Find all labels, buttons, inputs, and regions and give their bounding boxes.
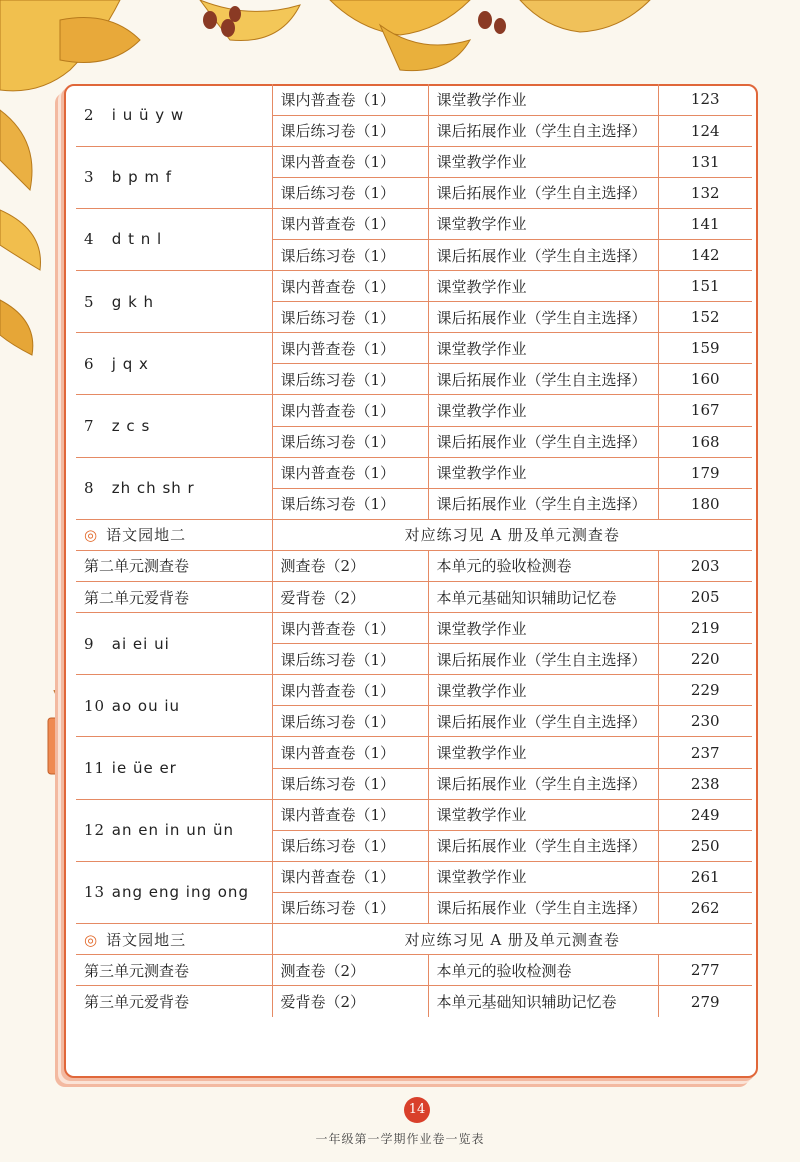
paper-type-cell: 课内普查卷（1） — [272, 737, 428, 768]
section-row — [76, 924, 752, 955]
lesson-cell: 8 zh ch sh r — [76, 457, 272, 519]
lesson-cell: 2 i u ü y w — [76, 84, 272, 146]
page-cell: 142 — [658, 239, 752, 270]
page-cell: 131 — [658, 146, 752, 177]
lesson-cell: 9 ai ei ui — [76, 613, 272, 675]
table-row — [76, 986, 752, 1017]
page-cell: 238 — [658, 768, 752, 799]
unit-label-cell: 第三单元爱背卷 — [76, 986, 272, 1017]
purpose-cell: 课堂教学作业 — [428, 737, 658, 768]
table-row — [76, 457, 752, 488]
paper-type-cell: 课后练习卷（1） — [272, 488, 428, 519]
page-cell: 220 — [658, 644, 752, 675]
purpose-cell: 课后拓展作业（学生自主选择） — [428, 302, 658, 333]
paper-type-cell: 课后练习卷（1） — [272, 706, 428, 737]
purpose-cell: 本单元基础知识辅助记忆卷 — [428, 582, 658, 613]
paper-type-cell: 课后练习卷（1） — [272, 892, 428, 923]
purpose-cell: 课后拓展作业（学生自主选择） — [428, 364, 658, 395]
paper-type-cell: 课内普查卷（1） — [272, 208, 428, 239]
table-row — [76, 582, 752, 613]
table-row — [76, 550, 752, 581]
purpose-cell: 课堂教学作业 — [428, 457, 658, 488]
paper-type-cell: 课后练习卷（1） — [272, 364, 428, 395]
table-row — [76, 395, 752, 426]
section-note: 对应练习见 A 册及单元测查卷 — [272, 924, 752, 955]
paper-type-cell: 课内普查卷（1） — [272, 613, 428, 644]
lesson-cell: 3 b p m f — [76, 146, 272, 208]
section-title: ◎ 语文园地二 — [76, 519, 272, 550]
paper-type-cell: 课内普查卷（1） — [272, 675, 428, 706]
page-cell: 159 — [658, 333, 752, 364]
page-number-badge: 14 — [404, 1097, 430, 1123]
paper-type-cell: 课内普查卷（1） — [272, 146, 428, 177]
purpose-cell: 课后拓展作业（学生自主选择） — [428, 115, 658, 146]
purpose-cell: 课堂教学作业 — [428, 333, 658, 364]
page-cell: 262 — [658, 892, 752, 923]
purpose-cell: 课后拓展作业（学生自主选择） — [428, 239, 658, 270]
purpose-cell: 课后拓展作业（学生自主选择） — [428, 488, 658, 519]
table-row — [76, 333, 752, 364]
table-row — [76, 208, 752, 239]
page-cell: 132 — [658, 177, 752, 208]
table-row — [76, 146, 752, 177]
lesson-cell: 6 j q x — [76, 333, 272, 395]
page-cell: 160 — [658, 364, 752, 395]
purpose-cell: 课堂教学作业 — [428, 146, 658, 177]
purpose-cell: 本单元的验收检测卷 — [428, 550, 658, 581]
paper-type-cell: 测查卷（2） — [272, 955, 428, 986]
table-row — [76, 613, 752, 644]
purpose-cell: 课堂教学作业 — [428, 208, 658, 239]
page-cell: 152 — [658, 302, 752, 333]
purpose-cell: 课后拓展作业（学生自主选择） — [428, 768, 658, 799]
lesson-cell: 12 an en in un ün — [76, 799, 272, 861]
paper-type-cell: 课后练习卷（1） — [272, 426, 428, 457]
paper-type-cell: 课内普查卷（1） — [272, 271, 428, 302]
lesson-cell: 5 g k h — [76, 271, 272, 333]
paper-type-cell: 课后练习卷（1） — [272, 644, 428, 675]
page-cell: 237 — [658, 737, 752, 768]
paper-type-cell: 课后练习卷（1） — [272, 177, 428, 208]
paper-type-cell: 课后练习卷（1） — [272, 830, 428, 861]
purpose-cell: 课堂教学作业 — [428, 613, 658, 644]
page-cell: 279 — [658, 986, 752, 1017]
page-cell: 250 — [658, 830, 752, 861]
page-cell: 219 — [658, 613, 752, 644]
page-cell: 261 — [658, 861, 752, 892]
page-cell: 229 — [658, 675, 752, 706]
table-row — [76, 271, 752, 302]
paper-type-cell: 课内普查卷（1） — [272, 333, 428, 364]
unit-label-cell: 第二单元爱背卷 — [76, 582, 272, 613]
purpose-cell: 课堂教学作业 — [428, 395, 658, 426]
purpose-cell: 本单元的验收检测卷 — [428, 955, 658, 986]
paper-type-cell: 课后练习卷（1） — [272, 115, 428, 146]
purpose-cell: 课堂教学作业 — [428, 861, 658, 892]
page-cell: 123 — [658, 84, 752, 115]
table-row — [76, 675, 752, 706]
purpose-cell: 课堂教学作业 — [428, 799, 658, 830]
lesson-cell: 11 ie üe er — [76, 737, 272, 799]
page-cell: 141 — [658, 208, 752, 239]
page-cell: 277 — [658, 955, 752, 986]
circle-bullet-icon: ◎ — [84, 526, 99, 545]
paper-type-cell: 课内普查卷（1） — [272, 84, 428, 115]
purpose-cell: 本单元基础知识辅助记忆卷 — [428, 986, 658, 1017]
purpose-cell: 课后拓展作业（学生自主选择） — [428, 644, 658, 675]
paper-type-cell: 课内普查卷（1） — [272, 861, 428, 892]
lesson-cell: 4 d t n l — [76, 208, 272, 270]
purpose-cell: 课后拓展作业（学生自主选择） — [428, 892, 658, 923]
table-row — [76, 799, 752, 830]
circle-bullet-icon: ◎ — [84, 930, 99, 949]
table-row — [76, 737, 752, 768]
page-cell: 124 — [658, 115, 752, 146]
paper-type-cell: 课后练习卷（1） — [272, 239, 428, 270]
paper-type-cell: 课内普查卷（1） — [272, 395, 428, 426]
lesson-cell: 7 z c s — [76, 395, 272, 457]
page-cell: 168 — [658, 426, 752, 457]
lesson-cell: 10 ao ou iu — [76, 675, 272, 737]
section-title: ◎ 语文园地三 — [76, 924, 272, 955]
lesson-cell: 13 ang eng ing ong — [76, 861, 272, 923]
section-note: 对应练习见 A 册及单元测查卷 — [272, 519, 752, 550]
purpose-cell: 课堂教学作业 — [428, 271, 658, 302]
page-cell: 203 — [658, 550, 752, 581]
page-cell: 180 — [658, 488, 752, 519]
table-row — [76, 955, 752, 986]
table-row — [76, 861, 752, 892]
footer-caption: 一年级第一学期作业卷一览表 — [315, 1132, 485, 1146]
page-cell: 179 — [658, 457, 752, 488]
paper-type-cell: 爱背卷（2） — [272, 582, 428, 613]
purpose-cell: 课后拓展作业（学生自主选择） — [428, 830, 658, 861]
paper-type-cell: 课后练习卷（1） — [272, 302, 428, 333]
purpose-cell: 课后拓展作业（学生自主选择） — [428, 706, 658, 737]
paper-type-cell: 爱背卷（2） — [272, 986, 428, 1017]
page-cell: 205 — [658, 582, 752, 613]
unit-label-cell: 第三单元测查卷 — [76, 955, 272, 986]
paper-type-cell: 课内普查卷（1） — [272, 457, 428, 488]
page-cell: 151 — [658, 271, 752, 302]
page-cell: 249 — [658, 799, 752, 830]
page-cell: 167 — [658, 395, 752, 426]
paper-type-cell: 课内普查卷（1） — [272, 799, 428, 830]
purpose-cell: 课后拓展作业（学生自主选择） — [428, 177, 658, 208]
paper-type-cell: 课后练习卷（1） — [272, 768, 428, 799]
paper-type-cell: 测查卷（2） — [272, 550, 428, 581]
table-row — [76, 84, 752, 115]
unit-label-cell: 第二单元测查卷 — [76, 550, 272, 581]
homework-table — [76, 84, 752, 1017]
purpose-cell: 课后拓展作业（学生自主选择） — [428, 426, 658, 457]
purpose-cell: 课堂教学作业 — [428, 84, 658, 115]
section-row — [76, 519, 752, 550]
page-cell: 230 — [658, 706, 752, 737]
purpose-cell: 课堂教学作业 — [428, 675, 658, 706]
